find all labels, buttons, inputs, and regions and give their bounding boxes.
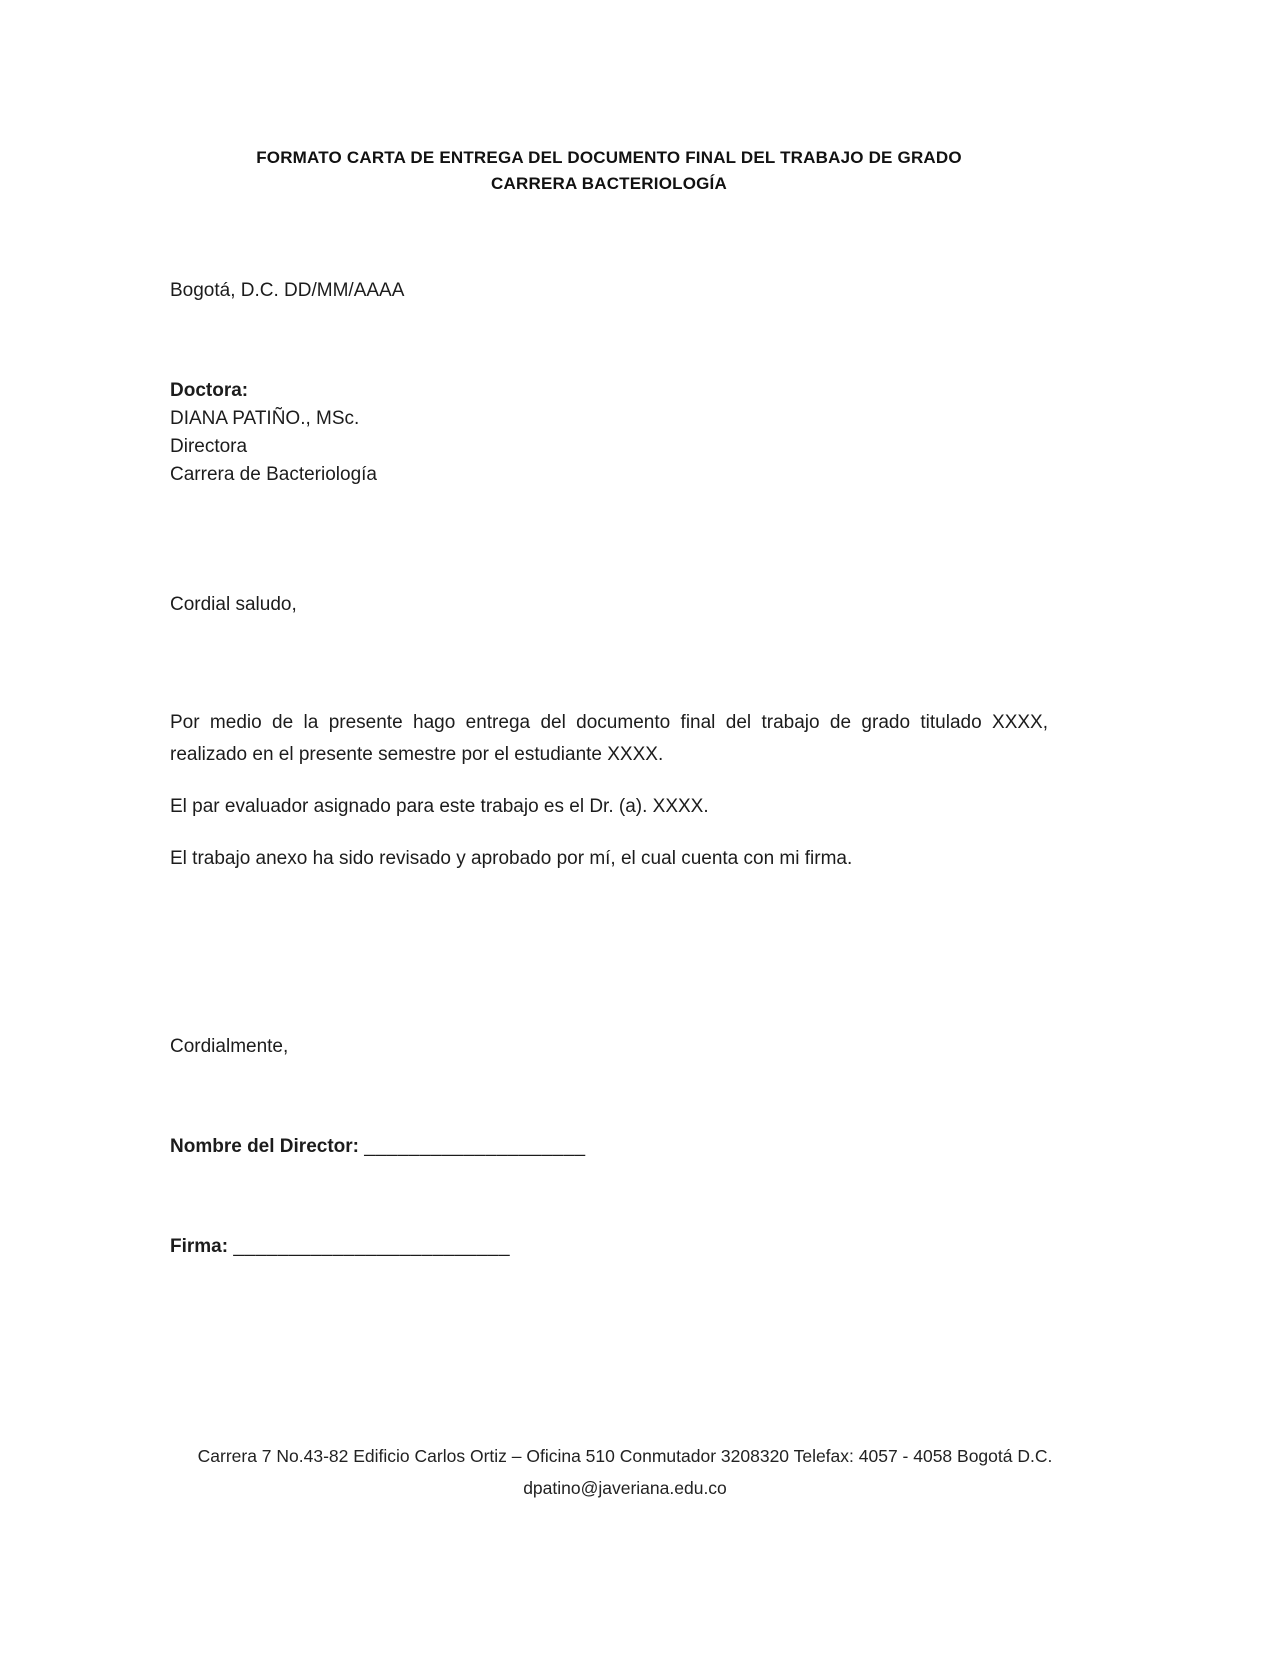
director-name-row [170, 1133, 1048, 1161]
recipient-salutation: Doctora: [170, 380, 249, 401]
body-paragraph-2: El par evaluador asignado para este trabajo es el Dr. (a). XXXX. [170, 796, 709, 817]
page-footer [170, 1440, 1080, 1504]
body-paragraph-1: Por medio de la presente hago entrega del documento final del trabajo de grado titulado XXXX, realizado en el presente semestre por el estudiante XXXX. [170, 712, 1048, 765]
closing-line: Cordialmente, [170, 1036, 289, 1057]
recipient-name: DIANA PATIÑO., MSc. [170, 408, 360, 429]
document-title-line1: FORMATO CARTA DE ENTREGA DEL DOCUMENTO FINAL DEL TRABAJO DE GRADO [256, 148, 962, 167]
signature-blank-line: _________________________ [233, 1236, 511, 1257]
recipient-block [170, 377, 1048, 489]
date-line: Bogotá, D.C. DD/MM/AAAA [170, 280, 405, 301]
body-paragraph-3: El trabajo anexo ha sido revisado y aprobado por mí, el cual cuenta con mi firma. [170, 848, 853, 869]
document-title [170, 145, 1048, 197]
signature-row [170, 1233, 1048, 1261]
footer-address-line: Carrera 7 No.43-82 Edificio Carlos Ortiz – Oficina 510 Conmutador 3208320 Telefax: 4057 - 4058 Bogotá D.C. [197, 1446, 1053, 1466]
recipient-department: Carrera de Bacteriología [170, 464, 377, 485]
footer-email: dpatino@javeriana.edu.co [523, 1478, 727, 1498]
director-name-label: Nombre del Director: [170, 1136, 359, 1157]
recipient-role: Directora [170, 436, 248, 457]
director-name-blank-line: ____________________ [364, 1136, 586, 1157]
document-title-line2: CARRERA BACTERIOLOGÍA [491, 174, 727, 193]
signature-label: Firma: [170, 1236, 229, 1257]
greeting-line: Cordial saludo, [170, 594, 297, 615]
